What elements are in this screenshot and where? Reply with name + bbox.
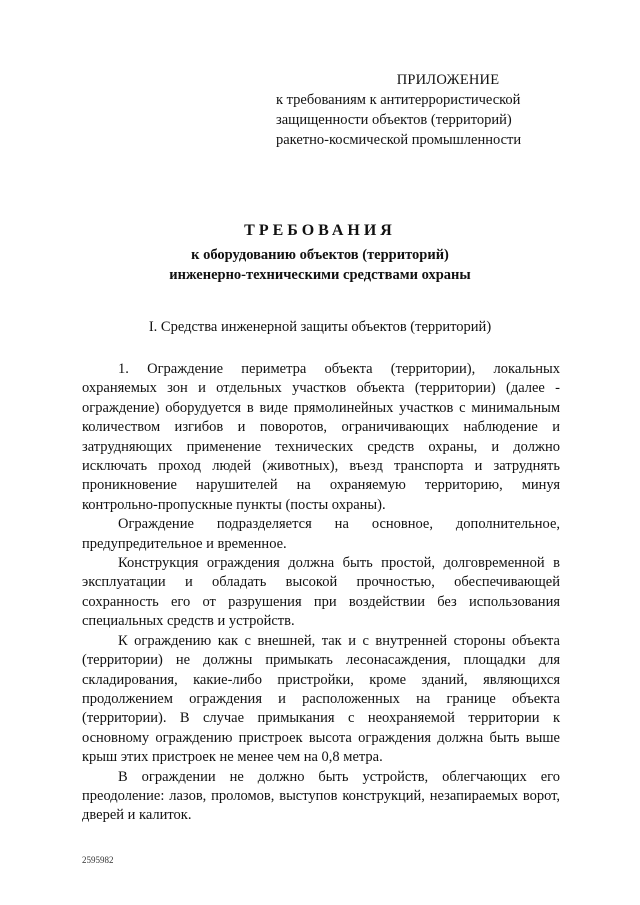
paragraph: 1. Ограждение периметра объекта (территории), локальных охраняемых зон и отдельных участков объекта (территории) (далее - ограждение) оборудуется в виде прямолинейных участков с минимальным количеством изгибов и поворотов, ограничивающих наблюдение и затрудняющих применение технических средств охраны, и должно исключать проход людей (животных), въезд транспорта и затруднять проникновение нарушителей на охраняемую территорию, минуя контрольно-пропускные пункты (посты охраны). — [82, 361, 560, 513]
appendix-line: ракетно-космической промышленности — [276, 132, 522, 148]
appendix-heading: ПРИЛОЖЕНИЕ — [396, 72, 500, 88]
document-title: ТРЕБОВАНИЯ — [244, 222, 396, 239]
document-subtitle — [0, 245, 640, 285]
paragraph: К ограждению как с внешней, так и с внутренней стороны объекта (территории) не должны примыкать лесонасаждения, площадки для складирования, какие-либо пристройки, кроме зданий, являющихся продолжением ограждения и расположенных на границе объекта (территории). В случае примыкания с неохраняемой территории к основному ограждению пристроек высота ограждения должна быть выше крыш этих пристроек не менее чем на 0,8 метра. — [82, 632, 560, 766]
subtitle-line: инженерно-техническими средствами охраны — [169, 267, 471, 283]
appendix-block — [268, 70, 558, 150]
document-number: 2595982 — [82, 855, 114, 865]
document-body — [82, 360, 560, 826]
appendix-line: защищенности объектов (территорий) — [276, 112, 512, 128]
paragraph: В ограждении не должно быть устройств, облегчающих его преодоление: лазов, проломов, выступов конструкций, незапираемых ворот, дверей и калиток. — [82, 768, 560, 824]
paragraph: Ограждение подразделяется на основное, дополнительное, предупредительное и временное. — [82, 516, 560, 552]
section-heading: I. Средства инженерной защиты объектов (территорий) — [148, 319, 492, 335]
appendix-line: к требованиям к антитеррористической — [276, 92, 521, 108]
subtitle-line: к оборудованию объектов (территорий) — [191, 247, 449, 263]
paragraph: Конструкция ограждения должна быть простой, долговременной в эксплуатации и обладать высокой прочностью, обеспечивающей сохранность его от разрушения при воздействии без использования специальных средств и устройств. — [82, 555, 560, 630]
